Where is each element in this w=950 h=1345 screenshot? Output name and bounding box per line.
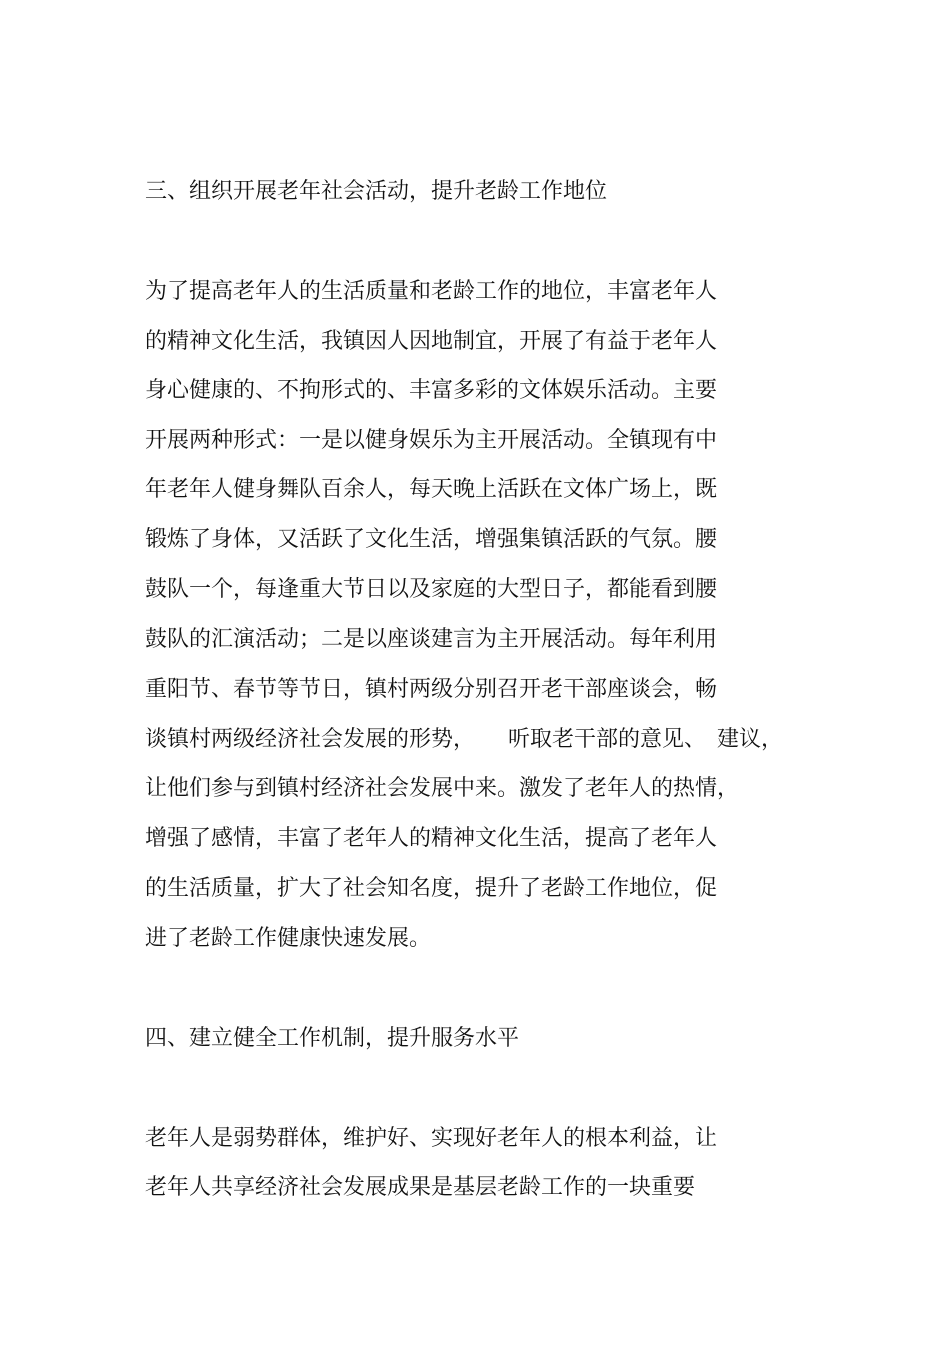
section-3-paragraph-line: 鼓队一个，每逢重大节日以及家庭的大型日子，都能看到腰: [145, 577, 718, 602]
section-3-paragraph-line: 身心健康的、不拘形式的、丰富多彩的文体娱乐活动。主要: [145, 378, 718, 403]
section-3-paragraph-line: 谈镇村两级经济社会发展的形势， 听取老干部的意见、 建议，: [145, 727, 784, 752]
section-3-paragraph-line: 年老年人健身舞队百余人，每天晚上活跃在文体广场上，既: [145, 477, 718, 502]
section-3-paragraph-line: 的精神文化生活，我镇因人因地制宜，开展了有益于老年人: [145, 329, 718, 354]
section-3-paragraph-line: 的生活质量，扩大了社会知名度，提升了老龄工作地位，促: [145, 876, 718, 901]
section-3-paragraph-line: 让他们参与到镇村经济社会发展中来。激发了老年人的热情，: [145, 776, 740, 801]
section-3-paragraph-line: 进了老龄工作健康快速发展。: [145, 926, 432, 951]
section-4-heading: 四、建立健全工作机制，提升服务水平: [145, 1026, 520, 1051]
section-3-paragraph-line: 重阳节、春节等节日，镇村两级分别召开老干部座谈会，畅: [145, 677, 718, 702]
section-3-paragraph-line: 增强了感情，丰富了老年人的精神文化生活，提高了老年人: [145, 826, 718, 851]
section-4-paragraph-line: 老年人共享经济社会发展成果是基层老龄工作的一块重要: [145, 1175, 696, 1200]
section-3-paragraph-line: 开展两种形式：一是以健身娱乐为主开展活动。全镇现有中: [145, 428, 718, 453]
section-3-paragraph-line: 为了提高老年人的生活质量和老龄工作的地位，丰富老年人: [145, 279, 718, 304]
section-4-paragraph-line: 老年人是弱势群体，维护好、实现好老年人的根本利益，让: [145, 1126, 718, 1151]
section-3-heading: 三、组织开展老年社会活动，提升老龄工作地位: [145, 179, 608, 204]
section-3-paragraph-line: 鼓队的汇演活动；二是以座谈建言为主开展活动。每年利用: [145, 627, 718, 652]
section-3-paragraph-line: 锻炼了身体，又活跃了文化生活，增强集镇活跃的气氛。腰: [145, 527, 718, 552]
